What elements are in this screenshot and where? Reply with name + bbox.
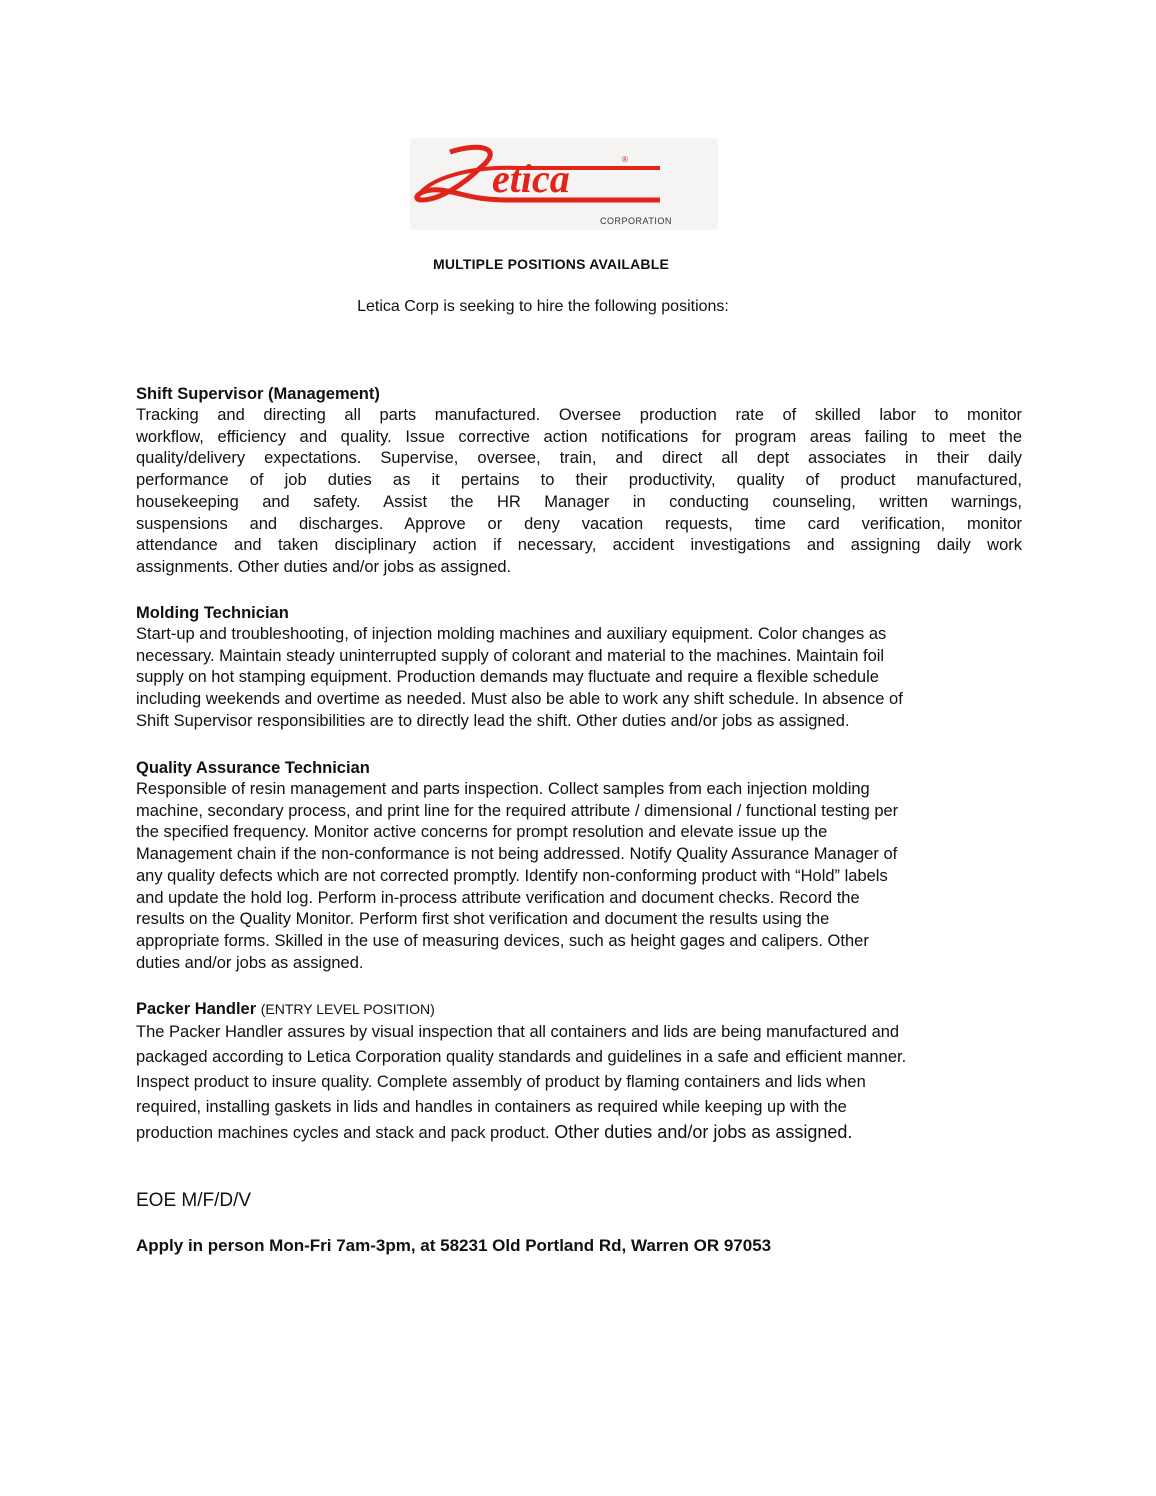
intro-text: Letica Corp is seeking to hire the following positions: [357,298,729,315]
description-line: packaged according to Letica Corporation quality standards and guidelines in a safe and efficient manner. [136,1048,907,1066]
description-line: required, installing gaskets in lids and handles in containers as required while keeping up with the [136,1098,847,1116]
description-line [136,1120,1022,1146]
description-line: workflow, efficiency and quality. Issue corrective action notifications for program areas failing to meet the [136,427,1022,446]
description-line: and update the hold log. Perform in-process attribute verification and document checks. Record the [136,888,860,907]
description-line: Start-up and troubleshooting, of injection molding machines and auxiliary equipment. Color changes as [136,625,887,643]
position-heading: Shift Supervisor (Management) [136,385,380,403]
position-packer-handler [136,998,1022,1146]
description-line: Responsible of resin management and parts inspection. Collect samples from each injection molding [136,780,870,798]
description-line: appropriate forms. Skilled in the use of measuring devices, such as height gages and calipers. Other [136,931,869,950]
position-heading [136,998,1022,1020]
position-heading: Quality Assurance Technician [136,759,370,777]
description-line: Shift Supervisor responsibilities are to directly lead the shift. Other duties and/or jobs as assigned. [136,711,850,730]
description-line: including weekends and overtime as needed. Must also be able to work any shift schedule. In absence of [136,690,903,709]
closing-text: Other duties and/or jobs as assigned. [554,1122,853,1142]
description-line: machine, secondary process, and print line for the required attribute / dimensional / functional testing per [136,801,899,820]
position-heading: Molding Technician [136,604,289,622]
position-shift-supervisor [136,383,1022,579]
description-line: The Packer Handler assures by visual inspection that all containers and lids are being manufactured and [136,1023,900,1041]
description-line: housekeeping and safety. Assist the HR Manager in conducting counseling, written warnings, [136,492,1022,511]
description-line: suspensions and discharges. Approve or deny vacation requests, time card verification, monitor [136,514,1022,533]
description-line: duties and/or jobs as assigned. [136,953,364,972]
description-line: Tracking and directing all parts manufactured. Oversee production rate of skilled labor to monitor [136,406,1022,424]
position-molding-technician [136,602,1022,733]
page-title: MULTIPLE POSITIONS AVAILABLE [432,256,670,272]
position-heading-note: (ENTRY LEVEL POSITION) [260,1001,435,1017]
svg-text:CORPORATION: CORPORATION [600,216,672,226]
description-line: Management chain if the non-conformance is not being addressed. Notify Quality Assurance Manager of [136,845,898,864]
eoe-statement: EOE M/F/D/V [136,1190,252,1211]
description-line: performance of job duties as it pertains to their productivity, quality of product manufactured, [136,471,1022,490]
svg-text:®: ® [622,155,628,164]
position-quality-assurance-technician [136,757,1022,974]
apply-instructions: Apply in person Mon-Fri 7am-3pm, at 58231 Old Portland Rd, Warren OR 97053 [136,1236,772,1255]
description-line: results on the Quality Monitor. Perform first shot verification and document the results using the [136,910,830,929]
description-line: Inspect product to insure quality. Complete assembly of product by flaming containers and lids when [136,1073,866,1091]
description-line: supply on hot stamping equipment. Production demands may fluctuate and require a flexible schedule [136,668,879,687]
letica-logo [410,138,718,230]
description-line: attendance and taken disciplinary action if necessary, accident investigations and assigning daily work [136,536,1022,555]
svg-text:etica: etica [492,156,570,201]
description-line: any quality defects which are not corrected promptly. Identify non-conforming product with “Hold” labels [136,866,888,885]
description-line: the specified frequency. Monitor active concerns for prompt resolution and elevate issue up the [136,823,828,842]
description-line: necessary. Maintain steady uninterrupted supply of colorant and material to the machines. Maintain foil [136,646,885,665]
description-text: production machines cycles and stack and pack product. [136,1124,550,1142]
position-heading-title: Packer Handler [136,1000,257,1018]
description-line: quality/delivery expectations. Supervise, oversee, train, and direct all dept associates in their daily [136,449,1022,468]
description-line: assignments. Other duties and/or jobs as assigned. [136,557,512,576]
